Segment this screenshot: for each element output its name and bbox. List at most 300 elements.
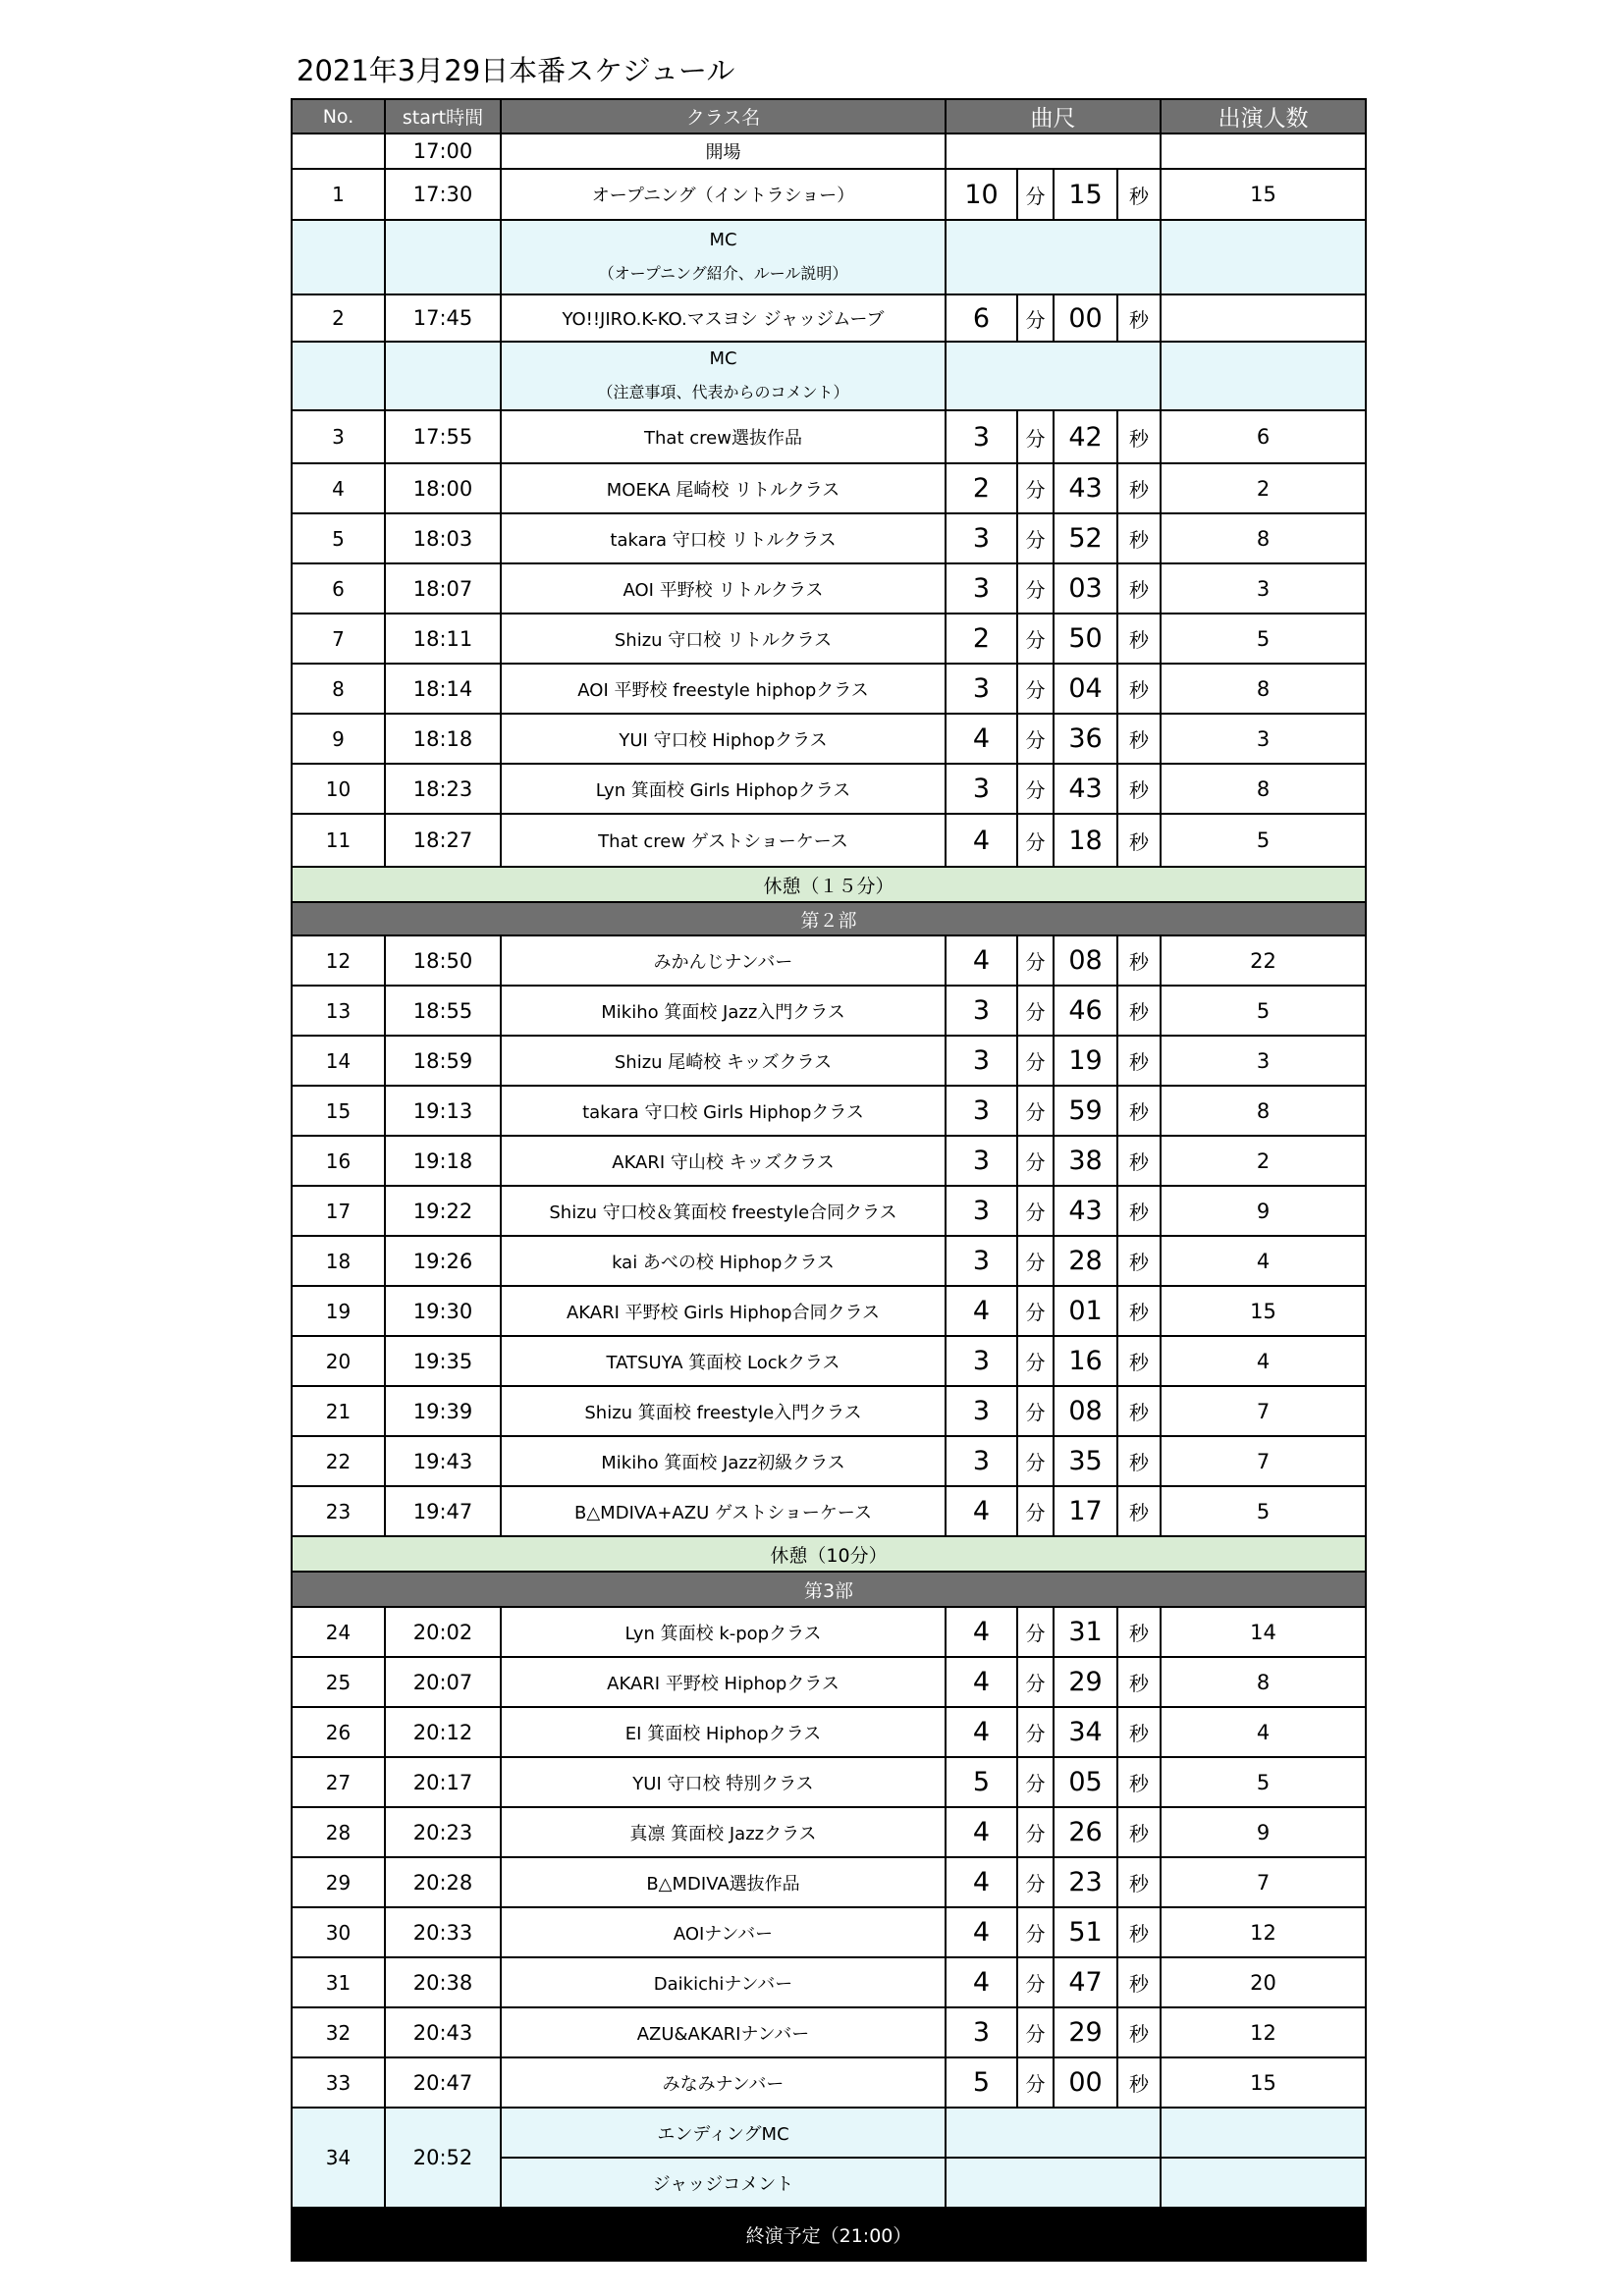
opening-row — [292, 133, 1366, 169]
row-minutes: 3 — [946, 1386, 1017, 1436]
row-min-unit: 分 — [1017, 513, 1054, 563]
row-seconds: 17 — [1054, 1486, 1117, 1536]
schedule-table — [291, 98, 1367, 2262]
row-sec-unit: 秒 — [1117, 935, 1161, 986]
break-row-text: 休憩（１５分） — [292, 867, 1366, 902]
row-min-unit: 分 — [1017, 1336, 1054, 1386]
row-no: 14 — [292, 1036, 385, 1086]
row-count: 5 — [1161, 814, 1366, 867]
row-seconds: 03 — [1054, 563, 1117, 614]
row-minutes: 5 — [946, 1757, 1017, 1807]
row-min-unit: 分 — [1017, 1286, 1054, 1336]
row-name: AZU&AKARIナンバー — [501, 2007, 946, 2057]
table-row — [292, 294, 1366, 342]
row-minutes: 4 — [946, 1857, 1017, 1907]
row-time: 18:50 — [385, 935, 501, 986]
part-header — [292, 1572, 1366, 1607]
row-count: 3 — [1161, 1036, 1366, 1086]
row-minutes: 3 — [946, 1136, 1017, 1186]
row-count: 7 — [1161, 1386, 1366, 1436]
row-sec-unit: 秒 — [1117, 463, 1161, 513]
row-min-unit: 分 — [1017, 1757, 1054, 1807]
row-name: B△MDIVA+AZU ゲストショーケース — [501, 1486, 946, 1536]
row-seconds: 43 — [1054, 764, 1117, 814]
row-min-unit: 分 — [1017, 2007, 1054, 2057]
row-minutes: 4 — [946, 935, 1017, 986]
table-row — [292, 2007, 1366, 2057]
row-time: 17:30 — [385, 169, 501, 220]
row-minutes: 5 — [946, 2057, 1017, 2108]
end-row — [292, 2208, 1366, 2261]
row-sec-unit: 秒 — [1117, 294, 1161, 342]
row-minutes: 2 — [946, 614, 1017, 664]
row-minutes: 4 — [946, 1286, 1017, 1336]
row-sec-unit: 秒 — [1117, 1386, 1161, 1436]
row-name: AKARI 平野校 Girls Hiphop合同クラス — [501, 1286, 946, 1336]
row-name: Lyn 箕面校 k-popクラス — [501, 1607, 946, 1657]
row-count: 7 — [1161, 1436, 1366, 1486]
row-sec-unit: 秒 — [1117, 1186, 1161, 1236]
row-count: 14 — [1161, 1607, 1366, 1657]
row-name: Mikiho 箕面校 Jazz入門クラス — [501, 986, 946, 1036]
row-no: 24 — [292, 1607, 385, 1657]
row-minutes: 6 — [946, 294, 1017, 342]
row-min-unit: 分 — [1017, 463, 1054, 513]
row-time: 20:33 — [385, 1907, 501, 1957]
row-seconds: 26 — [1054, 1807, 1117, 1857]
row-count: 4 — [1161, 1336, 1366, 1386]
row-seconds: 34 — [1054, 1707, 1117, 1757]
row-time: 20:23 — [385, 1807, 501, 1857]
row-name: ジャッジコメント — [501, 2158, 946, 2208]
row-min-unit: 分 — [1017, 664, 1054, 714]
row-seconds: 52 — [1054, 513, 1117, 563]
row-name: Shizu 箕面校 freestyle入門クラス — [501, 1386, 946, 1436]
row-sec-unit: 秒 — [1117, 1857, 1161, 1907]
row-name — [501, 220, 946, 294]
row-min-unit: 分 — [1017, 1236, 1054, 1286]
row-seconds: 16 — [1054, 1336, 1117, 1386]
header-duration: 曲尺 — [946, 99, 1161, 133]
row-time: 18:00 — [385, 463, 501, 513]
row-no: 5 — [292, 513, 385, 563]
row-minutes: 3 — [946, 1336, 1017, 1386]
row-time: 19:35 — [385, 1336, 501, 1386]
table-row — [292, 513, 1366, 563]
row-time: 20:17 — [385, 1757, 501, 1807]
row-name: TATSUYA 箕面校 Lockクラス — [501, 1336, 946, 1386]
break-row-text: 休憩（10分） — [292, 1536, 1366, 1572]
row-count: 4 — [1161, 1236, 1366, 1286]
row-seconds: 08 — [1054, 1386, 1117, 1436]
row-name: YO!!JIRO.K-KO.マスヨシ ジャッジムーブ — [501, 294, 946, 342]
row-name: AOI 平野校 リトルクラス — [501, 563, 946, 614]
row-sec-unit: 秒 — [1117, 1486, 1161, 1536]
row-name: takara 守口校 Girls Hiphopクラス — [501, 1086, 946, 1136]
row-no: 17 — [292, 1186, 385, 1236]
row-name: AOI 平野校 freestyle hiphopクラス — [501, 664, 946, 714]
table-row — [292, 1336, 1366, 1386]
row-sec-unit: 秒 — [1117, 1907, 1161, 1957]
table-row — [292, 1186, 1366, 1236]
table-row — [292, 764, 1366, 814]
row-count: 8 — [1161, 1086, 1366, 1136]
row-no: 10 — [292, 764, 385, 814]
row-duration — [946, 342, 1161, 410]
row-time — [385, 342, 501, 410]
row-sec-unit: 秒 — [1117, 1236, 1161, 1286]
row-no — [292, 220, 385, 294]
row-minutes: 10 — [946, 169, 1017, 220]
table-row — [292, 1707, 1366, 1757]
table-row — [292, 2108, 1366, 2158]
row-sec-unit: 秒 — [1117, 614, 1161, 664]
row-time: 17:55 — [385, 410, 501, 463]
row-count: 2 — [1161, 463, 1366, 513]
row-seconds: 59 — [1054, 1086, 1117, 1136]
break-row — [292, 867, 1366, 902]
table-row — [292, 169, 1366, 220]
row-name: B△MDIVA選抜作品 — [501, 1857, 946, 1907]
row-seconds: 00 — [1054, 294, 1117, 342]
row-sec-unit: 秒 — [1117, 764, 1161, 814]
row-seconds: 23 — [1054, 1857, 1117, 1907]
row-seconds: 50 — [1054, 614, 1117, 664]
row-sec-unit: 秒 — [1117, 169, 1161, 220]
row-seconds: 08 — [1054, 935, 1117, 986]
row-name: みかんじナンバー — [501, 935, 946, 986]
row-time: 20:52 — [385, 2108, 501, 2208]
row-no: 9 — [292, 714, 385, 764]
row-name: Lyn 箕面校 Girls Hiphopクラス — [501, 764, 946, 814]
row-no: 13 — [292, 986, 385, 1036]
row-min-unit: 分 — [1017, 614, 1054, 664]
row-sec-unit: 秒 — [1117, 513, 1161, 563]
row-time: 18:14 — [385, 664, 501, 714]
row-count: 12 — [1161, 1907, 1366, 1957]
part-header — [292, 902, 1366, 935]
row-seconds: 04 — [1054, 664, 1117, 714]
row-count: 9 — [1161, 1807, 1366, 1857]
row-min-unit: 分 — [1017, 563, 1054, 614]
table-row — [292, 1236, 1366, 1286]
header-class: クラス名 — [501, 99, 946, 133]
row-min-unit: 分 — [1017, 1136, 1054, 1186]
row-seconds: 00 — [1054, 2057, 1117, 2108]
row-no: 8 — [292, 664, 385, 714]
row-time: 19:22 — [385, 1186, 501, 1236]
row-name: That crew ゲストショーケース — [501, 814, 946, 867]
table-row — [292, 664, 1366, 714]
page-title: 2021年3月29日本番スケジュール — [297, 54, 735, 87]
row-name: MOEKA 尾崎校 リトルクラス — [501, 463, 946, 513]
row-sec-unit: 秒 — [1117, 563, 1161, 614]
row-min-unit: 分 — [1017, 1486, 1054, 1536]
row-time: 19:30 — [385, 1286, 501, 1336]
row-name: みなみナンバー — [501, 2057, 946, 2108]
row-sec-unit: 秒 — [1117, 814, 1161, 867]
row-minutes: 3 — [946, 1186, 1017, 1236]
break-row — [292, 1536, 1366, 1572]
table-row — [292, 463, 1366, 513]
row-count — [1161, 2108, 1366, 2158]
row-duration — [946, 220, 1161, 294]
row-seconds: 31 — [1054, 1607, 1117, 1657]
row-count: 22 — [1161, 935, 1366, 986]
row-sec-unit: 秒 — [1117, 1807, 1161, 1857]
row-seconds: 43 — [1054, 1186, 1117, 1236]
table-row — [292, 410, 1366, 463]
row-time: 17:45 — [385, 294, 501, 342]
row-min-unit: 分 — [1017, 1657, 1054, 1707]
row-time: 18:27 — [385, 814, 501, 867]
row-time: 19:43 — [385, 1436, 501, 1486]
row-count: 6 — [1161, 410, 1366, 463]
row-min-unit: 分 — [1017, 2057, 1054, 2108]
row-name: 開場 — [501, 133, 946, 169]
row-sec-unit: 秒 — [1117, 1336, 1161, 1386]
table-header — [292, 99, 1366, 133]
row-no: 4 — [292, 463, 385, 513]
row-min-unit: 分 — [1017, 764, 1054, 814]
row-no: 20 — [292, 1336, 385, 1386]
row-min-unit: 分 — [1017, 169, 1054, 220]
row-min-unit: 分 — [1017, 1036, 1054, 1086]
mc-row — [292, 220, 1366, 294]
row-seconds: 42 — [1054, 410, 1117, 463]
row-time: 17:00 — [385, 133, 501, 169]
row-name: AKARI 平野校 Hiphopクラス — [501, 1657, 946, 1707]
row-count: 15 — [1161, 1286, 1366, 1336]
row-seconds: 28 — [1054, 1236, 1117, 1286]
row-seconds: 38 — [1054, 1136, 1117, 1186]
row-count: 5 — [1161, 1486, 1366, 1536]
row-no: 19 — [292, 1286, 385, 1336]
row-duration — [946, 2158, 1161, 2208]
row-time: 19:26 — [385, 1236, 501, 1286]
row-minutes: 4 — [946, 1907, 1017, 1957]
row-sec-unit: 秒 — [1117, 1657, 1161, 1707]
row-time: 18:59 — [385, 1036, 501, 1086]
row-minutes: 3 — [946, 1086, 1017, 1136]
table-row — [292, 1136, 1366, 1186]
row-seconds: 18 — [1054, 814, 1117, 867]
row-sec-unit: 秒 — [1117, 1286, 1161, 1336]
table-row — [292, 1607, 1366, 1657]
row-name: オープニング（イントラショー） — [501, 169, 946, 220]
row-sec-unit: 秒 — [1117, 1757, 1161, 1807]
table-row — [292, 1657, 1366, 1707]
row-time: 20:07 — [385, 1657, 501, 1707]
row-name: AKARI 守山校 キッズクラス — [501, 1136, 946, 1186]
row-no: 22 — [292, 1436, 385, 1486]
row-min-unit: 分 — [1017, 986, 1054, 1036]
row-min-unit: 分 — [1017, 1907, 1054, 1957]
table-row — [292, 1286, 1366, 1336]
row-count — [1161, 133, 1366, 169]
row-seconds: 35 — [1054, 1436, 1117, 1486]
header-no: No. — [292, 99, 385, 133]
row-time: 20:43 — [385, 2007, 501, 2057]
table-row — [292, 1086, 1366, 1136]
table-row — [292, 1857, 1366, 1907]
row-seconds: 05 — [1054, 1757, 1117, 1807]
mc-row — [292, 342, 1366, 410]
row-no: 3 — [292, 410, 385, 463]
mc-note: （注意事項、代表からのコメント） — [597, 383, 849, 402]
row-time: 18:11 — [385, 614, 501, 664]
row-name: Shizu 守口校＆箕面校 freestyle合同クラス — [501, 1186, 946, 1236]
row-minutes: 3 — [946, 2007, 1017, 2057]
row-name: takara 守口校 リトルクラス — [501, 513, 946, 563]
row-minutes: 3 — [946, 764, 1017, 814]
row-count: 3 — [1161, 714, 1366, 764]
row-count: 2 — [1161, 1136, 1366, 1186]
row-time: 20:28 — [385, 1857, 501, 1907]
row-no: 23 — [292, 1486, 385, 1536]
row-time: 19:39 — [385, 1386, 501, 1436]
row-no: 16 — [292, 1136, 385, 1186]
row-no: 33 — [292, 2057, 385, 2108]
mc-label: MC — [709, 229, 737, 250]
row-no: 27 — [292, 1757, 385, 1807]
row-name — [501, 342, 946, 410]
row-min-unit: 分 — [1017, 1857, 1054, 1907]
row-sec-unit: 秒 — [1117, 2057, 1161, 2108]
row-min-unit: 分 — [1017, 1186, 1054, 1236]
mc-label: MC — [709, 348, 737, 369]
row-count: 15 — [1161, 2057, 1366, 2108]
row-seconds: 43 — [1054, 463, 1117, 513]
row-min-unit: 分 — [1017, 410, 1054, 463]
row-seconds: 19 — [1054, 1036, 1117, 1086]
row-sec-unit: 秒 — [1117, 1607, 1161, 1657]
row-no: 21 — [292, 1386, 385, 1436]
row-no: 15 — [292, 1086, 385, 1136]
row-count — [1161, 342, 1366, 410]
row-no: 29 — [292, 1857, 385, 1907]
header-performers: 出演人数 — [1161, 99, 1366, 133]
table-row — [292, 986, 1366, 1036]
row-minutes: 4 — [946, 1707, 1017, 1757]
row-seconds: 36 — [1054, 714, 1117, 764]
row-name: Shizu 尾崎校 キッズクラス — [501, 1036, 946, 1086]
row-time: 18:23 — [385, 764, 501, 814]
row-sec-unit: 秒 — [1117, 410, 1161, 463]
row-minutes: 4 — [946, 1607, 1017, 1657]
row-time: 20:12 — [385, 1707, 501, 1757]
row-count — [1161, 220, 1366, 294]
row-min-unit: 分 — [1017, 814, 1054, 867]
row-min-unit: 分 — [1017, 1957, 1054, 2007]
row-count: 8 — [1161, 1657, 1366, 1707]
row-name: YUI 守口校 Hiphopクラス — [501, 714, 946, 764]
table-row — [292, 2057, 1366, 2108]
row-minutes: 4 — [946, 714, 1017, 764]
row-minutes: 3 — [946, 986, 1017, 1036]
row-name: That crew選抜作品 — [501, 410, 946, 463]
row-sec-unit: 秒 — [1117, 2007, 1161, 2057]
row-minutes: 4 — [946, 1957, 1017, 2007]
header-start: start時間 — [385, 99, 501, 133]
row-minutes: 3 — [946, 1236, 1017, 1286]
row-count: 20 — [1161, 1957, 1366, 2007]
row-seconds: 01 — [1054, 1286, 1117, 1336]
end-row-text: 終演予定（21:00） — [292, 2208, 1366, 2261]
row-sec-unit: 秒 — [1117, 1707, 1161, 1757]
row-count: 5 — [1161, 1757, 1366, 1807]
row-min-unit: 分 — [1017, 714, 1054, 764]
row-time: 18:03 — [385, 513, 501, 563]
table-row — [292, 1757, 1366, 1807]
table-row — [292, 1386, 1366, 1436]
row-count: 8 — [1161, 764, 1366, 814]
row-minutes: 4 — [946, 814, 1017, 867]
row-seconds: 29 — [1054, 1657, 1117, 1707]
row-seconds: 15 — [1054, 169, 1117, 220]
row-no: 7 — [292, 614, 385, 664]
table-row — [292, 1436, 1366, 1486]
row-minutes: 4 — [946, 1486, 1017, 1536]
row-count: 7 — [1161, 1857, 1366, 1907]
row-no: 28 — [292, 1807, 385, 1857]
row-no — [292, 133, 385, 169]
row-count — [1161, 294, 1366, 342]
row-count: 12 — [1161, 2007, 1366, 2057]
row-no: 6 — [292, 563, 385, 614]
row-count — [1161, 2158, 1366, 2208]
row-sec-unit: 秒 — [1117, 1136, 1161, 1186]
row-min-unit: 分 — [1017, 1607, 1054, 1657]
row-minutes: 4 — [946, 1807, 1017, 1857]
row-time: 20:47 — [385, 2057, 501, 2108]
row-min-unit: 分 — [1017, 1807, 1054, 1857]
table-row — [292, 614, 1366, 664]
row-min-unit: 分 — [1017, 1386, 1054, 1436]
row-no: 12 — [292, 935, 385, 986]
row-name: Shizu 守口校 リトルクラス — [501, 614, 946, 664]
row-no: 31 — [292, 1957, 385, 2007]
row-time: 18:18 — [385, 714, 501, 764]
row-count: 5 — [1161, 986, 1366, 1036]
row-seconds: 47 — [1054, 1957, 1117, 2007]
table-row — [292, 1907, 1366, 1957]
row-minutes: 3 — [946, 664, 1017, 714]
row-no: 30 — [292, 1907, 385, 1957]
row-minutes: 3 — [946, 1036, 1017, 1086]
row-name: YUI 守口校 特別クラス — [501, 1757, 946, 1807]
row-minutes: 3 — [946, 410, 1017, 463]
row-min-unit: 分 — [1017, 1086, 1054, 1136]
row-count: 5 — [1161, 614, 1366, 664]
row-count: 3 — [1161, 563, 1366, 614]
row-name: Mikiho 箕面校 Jazz初級クラス — [501, 1436, 946, 1486]
row-min-unit: 分 — [1017, 1707, 1054, 1757]
table-row — [292, 814, 1366, 867]
row-sec-unit: 秒 — [1117, 986, 1161, 1036]
row-sec-unit: 秒 — [1117, 714, 1161, 764]
row-name: 真凛 箕面校 Jazzクラス — [501, 1807, 946, 1857]
row-no: 34 — [292, 2108, 385, 2208]
table-row — [292, 714, 1366, 764]
mc-note: （オープニング紹介、ルール説明） — [598, 264, 848, 283]
table-row — [292, 1807, 1366, 1857]
row-seconds: 51 — [1054, 1907, 1117, 1957]
row-no: 11 — [292, 814, 385, 867]
row-time: 19:47 — [385, 1486, 501, 1536]
row-time: 19:18 — [385, 1136, 501, 1186]
row-no: 25 — [292, 1657, 385, 1707]
